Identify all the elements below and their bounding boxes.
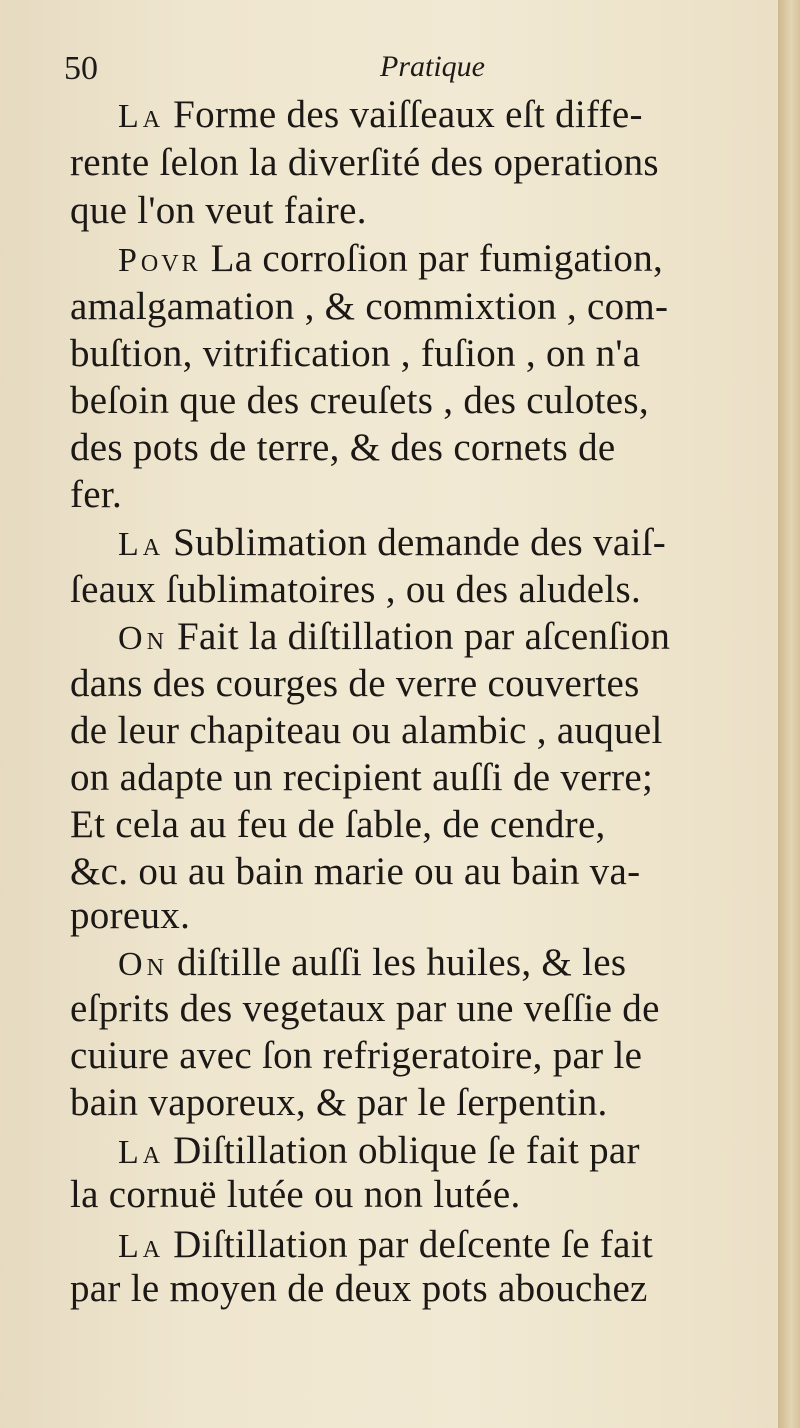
text-line: beſoin que des creuſets , des culotes, — [70, 379, 649, 422]
small-caps: OVR — [140, 251, 201, 277]
running-title: Pratique — [380, 50, 485, 83]
drop-initial: P — [118, 242, 141, 279]
text-line: amalgamation , & commixtion , com- — [70, 285, 669, 328]
drop-initial: L — [118, 1228, 143, 1265]
small-caps: A — [142, 1143, 164, 1169]
text-line: on adapte un recipient auſſi de verre; — [70, 756, 654, 799]
text-line — [118, 92, 643, 137]
text-line: que l'on veut faire. — [70, 189, 367, 232]
drop-initial: L — [118, 98, 143, 135]
line-text: La corroſion par fumigation, — [200, 237, 664, 280]
text-line: &c. ou au bain marie ou au bain va- — [70, 850, 641, 893]
text-line: rente ſelon la diverſité des operations — [70, 141, 659, 184]
text-line: poreux. — [70, 894, 191, 937]
line-text: Fait la diſtillation par aſcenſion — [166, 615, 671, 658]
text-line: cuiure avec ſon refrigeratoire, par le — [70, 1034, 643, 1077]
line-text: diſtille auſſi les huiles, & les — [166, 941, 627, 984]
text-line: la cornuë lutée ou non lutée. — [70, 1173, 521, 1216]
text-line — [118, 1128, 640, 1173]
text-line — [118, 1222, 653, 1267]
drop-initial: O — [118, 620, 147, 657]
small-caps: N — [146, 955, 167, 981]
text-line: buſtion, vitrification , fuſion , on n'a — [70, 332, 641, 375]
line-text: Forme des vaiſſeaux eſt diffe- — [163, 93, 643, 136]
text-line: ſeaux ſublimatoires , ou des aludels. — [70, 568, 642, 611]
small-caps: A — [142, 535, 164, 561]
line-text: Diſtillation par deſcente ſe fait — [163, 1223, 654, 1266]
text-line: de leur chapiteau ou alambic , auquel — [70, 709, 663, 752]
page-number: 50 — [64, 50, 98, 87]
page-edge — [778, 0, 800, 1428]
small-caps: A — [142, 1237, 164, 1263]
text-line: par le moyen de deux pots abouchez — [70, 1267, 648, 1310]
text-line: Et cela au feu de ſable, de cendre, — [70, 803, 606, 846]
small-caps: A — [142, 107, 164, 133]
text-line — [118, 940, 626, 985]
drop-initial: L — [118, 526, 143, 563]
drop-initial: L — [118, 1134, 143, 1171]
text-line — [118, 614, 670, 659]
text-line: fer. — [70, 473, 123, 516]
small-caps: N — [146, 629, 167, 655]
text-line: eſprits des vegetaux par une veſſie de — [70, 987, 660, 1030]
text-line — [118, 520, 666, 565]
text-line: des pots de terre, & des cornets de — [70, 426, 616, 469]
drop-initial: O — [118, 946, 147, 983]
line-text: Diſtillation oblique ſe fait par — [163, 1129, 640, 1172]
text-line: dans des courges de verre couvertes — [70, 662, 640, 705]
text-line — [118, 236, 663, 281]
line-text: Sublimation demande des vaiſ- — [163, 521, 667, 564]
text-line: bain vaporeux, & par le ſerpentin. — [70, 1081, 608, 1124]
